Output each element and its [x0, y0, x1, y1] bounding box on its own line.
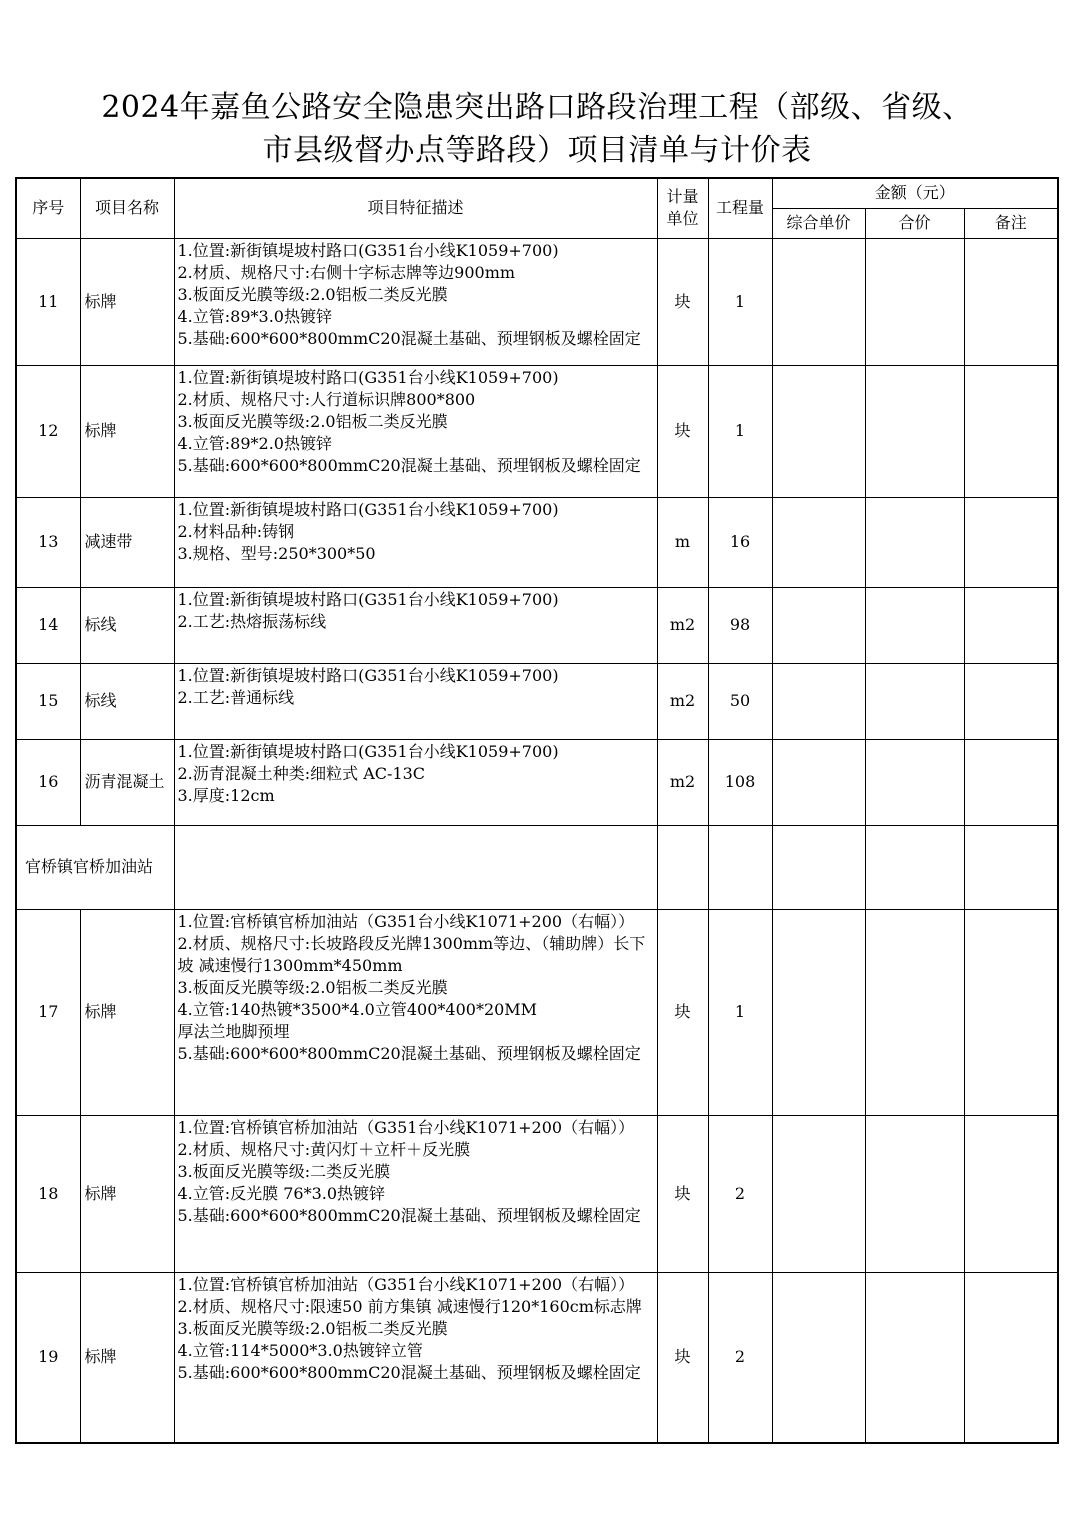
desc-line: 5.基础:600*600*800mmC20混凝土基础、预埋钢板及螺栓固定	[177, 1205, 641, 1225]
desc-line: 3.厚度:12cm	[177, 785, 275, 805]
cell-unit-price	[772, 663, 865, 739]
table-row	[16, 587, 1058, 663]
cell-qty: 16	[708, 497, 772, 587]
header-qty: 工程量	[708, 178, 772, 238]
cell-qty: 50	[708, 663, 772, 739]
cell-remark	[964, 909, 1058, 1115]
cell-desc	[174, 238, 657, 365]
cell-seq: 19	[16, 1272, 80, 1443]
desc-line: 3.规格、型号:250*300*50	[177, 543, 376, 563]
cell-unit: 块	[657, 365, 708, 497]
cell-unit-price	[772, 739, 865, 825]
cell-unit: 块	[657, 1272, 708, 1443]
cell-qty: 2	[708, 1272, 772, 1443]
cell-qty: 98	[708, 587, 772, 663]
cell-desc	[174, 739, 657, 825]
desc-line: 3.板面反光膜等级:二类反光膜	[177, 1161, 391, 1181]
cell-desc	[174, 909, 657, 1115]
cell-name: 沥青混凝土	[80, 739, 174, 825]
empty-cell	[964, 825, 1058, 909]
cell-total	[865, 497, 964, 587]
header-amount: 金额（元）	[772, 178, 1058, 208]
header-total: 合价	[865, 208, 964, 238]
cell-qty: 2	[708, 1115, 772, 1272]
cell-seq: 11	[16, 238, 80, 365]
desc-line: 4.立管:114*5000*3.0热镀锌立管	[177, 1340, 423, 1360]
header-unit-price: 综合单价	[772, 208, 865, 238]
desc-line: 2.材料品种:铸钢	[177, 521, 295, 541]
desc-line: 1.位置:新街镇堤坡村路口(G351台小线K1059+700)	[177, 589, 559, 609]
desc-line: 4.立管:140热镀*3500*4.0立管400*400*20MM	[177, 999, 538, 1019]
desc-line: 4.立管:89*2.0热镀锌	[177, 433, 332, 453]
cell-seq: 15	[16, 663, 80, 739]
cell-qty: 1	[708, 909, 772, 1115]
cell-total	[865, 1115, 964, 1272]
cell-unit-price	[772, 365, 865, 497]
desc-line: 1.位置:新街镇堤坡村路口(G351台小线K1059+700)	[177, 367, 559, 387]
cell-remark	[964, 1115, 1058, 1272]
cell-remark	[964, 365, 1058, 497]
desc-line: 2.沥青混凝土种类:细粒式 AC-13C	[177, 763, 426, 783]
cell-unit-price	[772, 238, 865, 365]
cell-desc	[174, 663, 657, 739]
desc-line: 1.位置:新街镇堤坡村路口(G351台小线K1059+700)	[177, 240, 559, 260]
table-row	[16, 1272, 1058, 1443]
desc-line: 2.材质、规格尺寸:人行道标识牌800*800	[177, 389, 476, 409]
header-remark: 备注	[964, 208, 1058, 238]
cell-seq: 12	[16, 365, 80, 497]
desc-line: 2.材质、规格尺寸:限速50 前方集镇 减速慢行120*160cm标志牌	[177, 1296, 642, 1316]
cell-desc	[174, 1115, 657, 1272]
section-label: 官桥镇官桥加油站	[16, 825, 174, 909]
desc-line: 3.板面反光膜等级:2.0铝板二类反光膜	[177, 284, 448, 304]
bill-of-quantities-table	[15, 177, 1059, 1444]
cell-unit-price	[772, 497, 865, 587]
cell-total	[865, 365, 964, 497]
page-title-line1: 2024年嘉鱼公路安全隐患突出路口路段治理工程（部级、省级、	[101, 90, 973, 125]
cell-seq: 18	[16, 1115, 80, 1272]
cell-total	[865, 238, 964, 365]
table-row	[16, 238, 1058, 365]
cell-remark	[964, 587, 1058, 663]
cell-name: 减速带	[80, 497, 174, 587]
cell-name: 标线	[80, 663, 174, 739]
desc-line: 1.位置:新街镇堤坡村路口(G351台小线K1059+700)	[177, 741, 559, 761]
cell-seq: 16	[16, 739, 80, 825]
page-title-line2: 市县级督办点等路段）项目清单与计价表	[262, 133, 812, 168]
cell-total	[865, 1272, 964, 1443]
empty-cell	[772, 825, 865, 909]
table-row	[16, 663, 1058, 739]
desc-line: 5.基础:600*600*800mmC20混凝土基础、预埋钢板及螺栓固定	[177, 1362, 641, 1382]
empty-cell	[708, 825, 772, 909]
table-row	[16, 497, 1058, 587]
desc-line: 厚法兰地脚预埋	[177, 1021, 290, 1041]
section-row	[16, 825, 1058, 909]
desc-line: 1.位置:新街镇堤坡村路口(G351台小线K1059+700)	[177, 665, 559, 685]
cell-desc	[174, 497, 657, 587]
header-name: 项目名称	[80, 178, 174, 238]
desc-line: 1.位置:新街镇堤坡村路口(G351台小线K1059+700)	[177, 499, 559, 519]
cell-desc	[174, 365, 657, 497]
desc-line: 2.材质、规格尺寸:黄闪灯＋立杆＋反光膜	[177, 1139, 471, 1159]
desc-line: 1.位置:官桥镇官桥加油站（G351台小线K1071+200（右幅））	[177, 1117, 635, 1137]
cell-name: 标牌	[80, 1115, 174, 1272]
cell-name: 标牌	[80, 1272, 174, 1443]
cell-unit-price	[772, 587, 865, 663]
cell-unit-price	[772, 1115, 865, 1272]
cell-unit: m2	[657, 587, 708, 663]
desc-line: 5.基础:600*600*800mmC20混凝土基础、预埋钢板及螺栓固定	[177, 328, 641, 348]
desc-line: 3.板面反光膜等级:2.0铝板二类反光膜	[177, 977, 448, 997]
cell-name: 标线	[80, 587, 174, 663]
empty-cell	[865, 825, 964, 909]
table-row	[16, 909, 1058, 1115]
cell-qty: 1	[708, 238, 772, 365]
desc-line: 5.基础:600*600*800mmC20混凝土基础、预埋钢板及螺栓固定	[177, 1043, 641, 1063]
cell-desc	[174, 587, 657, 663]
desc-line: 3.板面反光膜等级:2.0铝板二类反光膜	[177, 1318, 448, 1338]
cell-seq: 14	[16, 587, 80, 663]
cell-unit-price	[772, 1272, 865, 1443]
table-body	[16, 238, 1058, 1443]
cell-unit-price	[772, 909, 865, 1115]
desc-line: 2.工艺:热熔振荡标线	[177, 611, 327, 631]
cell-remark	[964, 1272, 1058, 1443]
cell-name: 标牌	[80, 365, 174, 497]
desc-line: 5.基础:600*600*800mmC20混凝土基础、预埋钢板及螺栓固定	[177, 455, 641, 475]
header-unit: 计量单位	[657, 178, 708, 238]
table-row	[16, 365, 1058, 497]
desc-line: 4.立管:反光膜 76*3.0热镀锌	[177, 1183, 386, 1203]
cell-remark	[964, 663, 1058, 739]
cell-total	[865, 663, 964, 739]
cell-remark	[964, 497, 1058, 587]
cell-qty: 1	[708, 365, 772, 497]
header-seq: 序号	[16, 178, 80, 238]
cell-name: 标牌	[80, 238, 174, 365]
cell-total	[865, 587, 964, 663]
desc-line: 4.立管:89*3.0热镀锌	[177, 306, 332, 326]
cell-qty: 108	[708, 739, 772, 825]
desc-line: 2.工艺:普通标线	[177, 687, 295, 707]
cell-unit: 块	[657, 1115, 708, 1272]
cell-remark	[964, 238, 1058, 365]
desc-line: 2.材质、规格尺寸:右侧十字标志牌等边900mm	[177, 262, 516, 282]
cell-remark	[964, 739, 1058, 825]
header-desc: 项目特征描述	[174, 178, 657, 238]
cell-total	[865, 739, 964, 825]
cell-seq: 17	[16, 909, 80, 1115]
table-row	[16, 1115, 1058, 1272]
cell-total	[865, 909, 964, 1115]
cell-unit: m2	[657, 739, 708, 825]
table-row	[16, 739, 1058, 825]
cell-seq: 13	[16, 497, 80, 587]
cell-name: 标牌	[80, 909, 174, 1115]
empty-cell	[657, 825, 708, 909]
empty-cell	[174, 825, 657, 909]
desc-line: 1.位置:官桥镇官桥加油站（G351台小线K1071+200（右幅））	[177, 911, 635, 931]
desc-line: 3.板面反光膜等级:2.0铝板二类反光膜	[177, 411, 448, 431]
desc-line: 2.材质、规格尺寸:长坡路段反光牌1300mm等边、（辅助牌）长下坡 减速慢行1300mm*450mm	[177, 933, 646, 975]
cell-unit: m	[657, 497, 708, 587]
cell-unit: 块	[657, 909, 708, 1115]
cell-unit: m2	[657, 663, 708, 739]
desc-line: 1.位置:官桥镇官桥加油站（G351台小线K1071+200（右幅））	[177, 1274, 635, 1294]
cell-desc	[174, 1272, 657, 1443]
cell-unit: 块	[657, 238, 708, 365]
